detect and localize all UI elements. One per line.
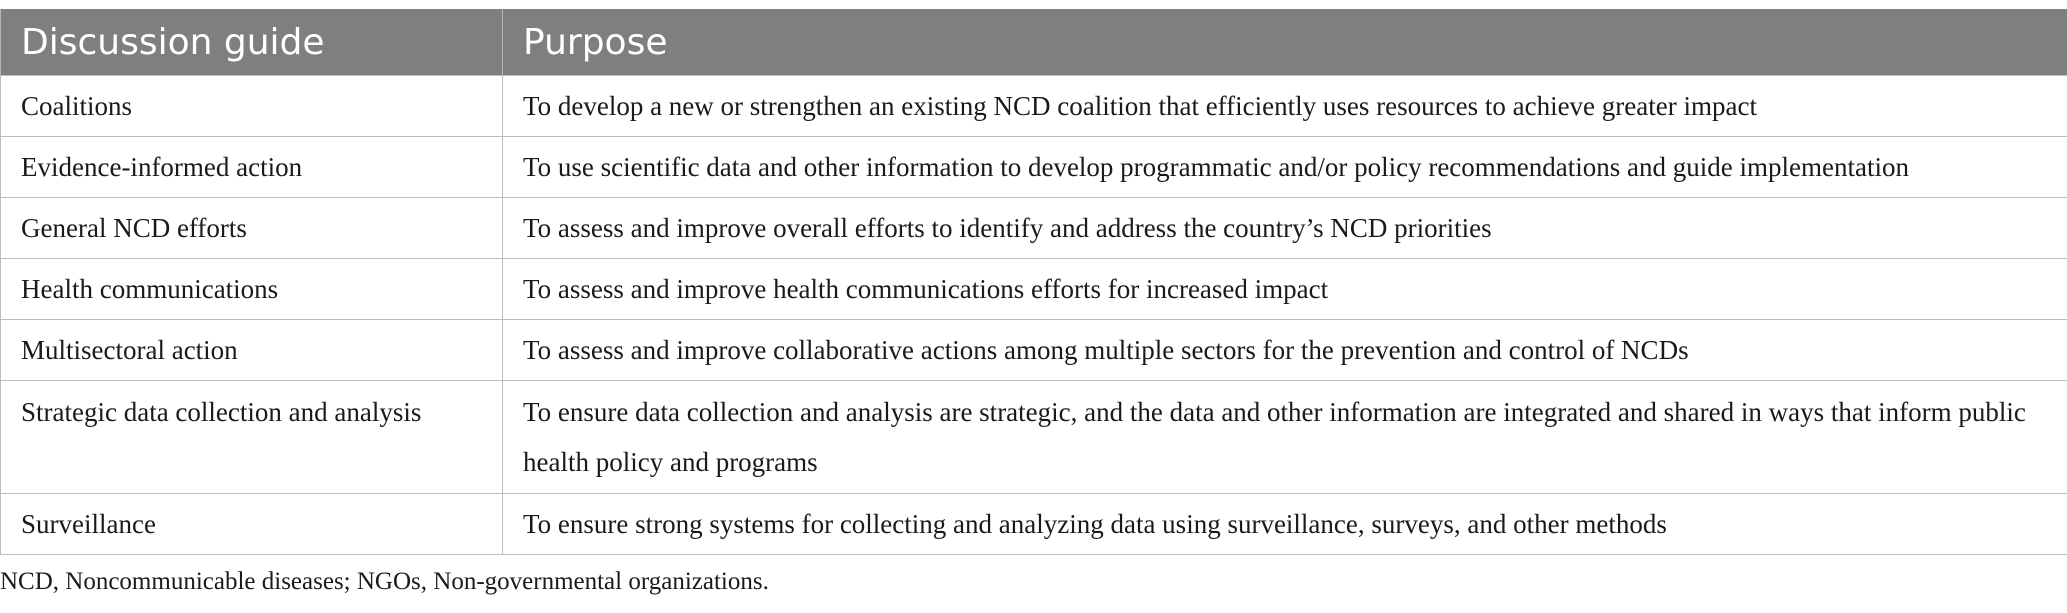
header-purpose: Purpose (503, 9, 2067, 76)
purpose-cell: To assess and improve collaborative actions among multiple sectors for the prevention and control of NCDs (503, 320, 2067, 381)
table-row (1, 198, 2067, 259)
table-row (1, 494, 2067, 555)
purpose-cell: To ensure strong systems for collecting and analyzing data using surveillance, surveys, and other methods (503, 494, 2067, 555)
header-discussion-guide: Discussion guide (1, 9, 503, 76)
table-row (1, 320, 2067, 381)
purpose-cell: To assess and improve overall efforts to identify and address the country’s NCD priorities (503, 198, 2067, 259)
table-row (1, 381, 2067, 494)
table-row (1, 76, 2067, 137)
guide-cell: Strategic data collection and analysis (1, 381, 503, 494)
purpose-cell: To assess and improve health communications efforts for increased impact (503, 259, 2067, 320)
guide-cell: Multisectoral action (1, 320, 503, 381)
discussion-guide-table-container (0, 9, 2067, 555)
table-footnote: NCD, Noncommunicable diseases; NGOs, Non-governmental organizations. (0, 568, 769, 595)
table-row (1, 259, 2067, 320)
purpose-cell: To develop a new or strengthen an existing NCD coalition that efficiently uses resources to achieve greater impact (503, 76, 2067, 137)
guide-cell: Coalitions (1, 76, 503, 137)
guide-cell: Evidence-informed action (1, 137, 503, 198)
table-row (1, 137, 2067, 198)
table-header-row (1, 9, 2067, 76)
discussion-guide-table (0, 9, 2067, 555)
guide-cell: Health communications (1, 259, 503, 320)
purpose-cell: To ensure data collection and analysis are strategic, and the data and other information are integrated and shared in ways that inform public health policy and programs (503, 381, 2067, 494)
guide-cell: Surveillance (1, 494, 503, 555)
guide-cell: General NCD efforts (1, 198, 503, 259)
purpose-cell: To use scientific data and other information to develop programmatic and/or policy recommendations and guide implementation (503, 137, 2067, 198)
